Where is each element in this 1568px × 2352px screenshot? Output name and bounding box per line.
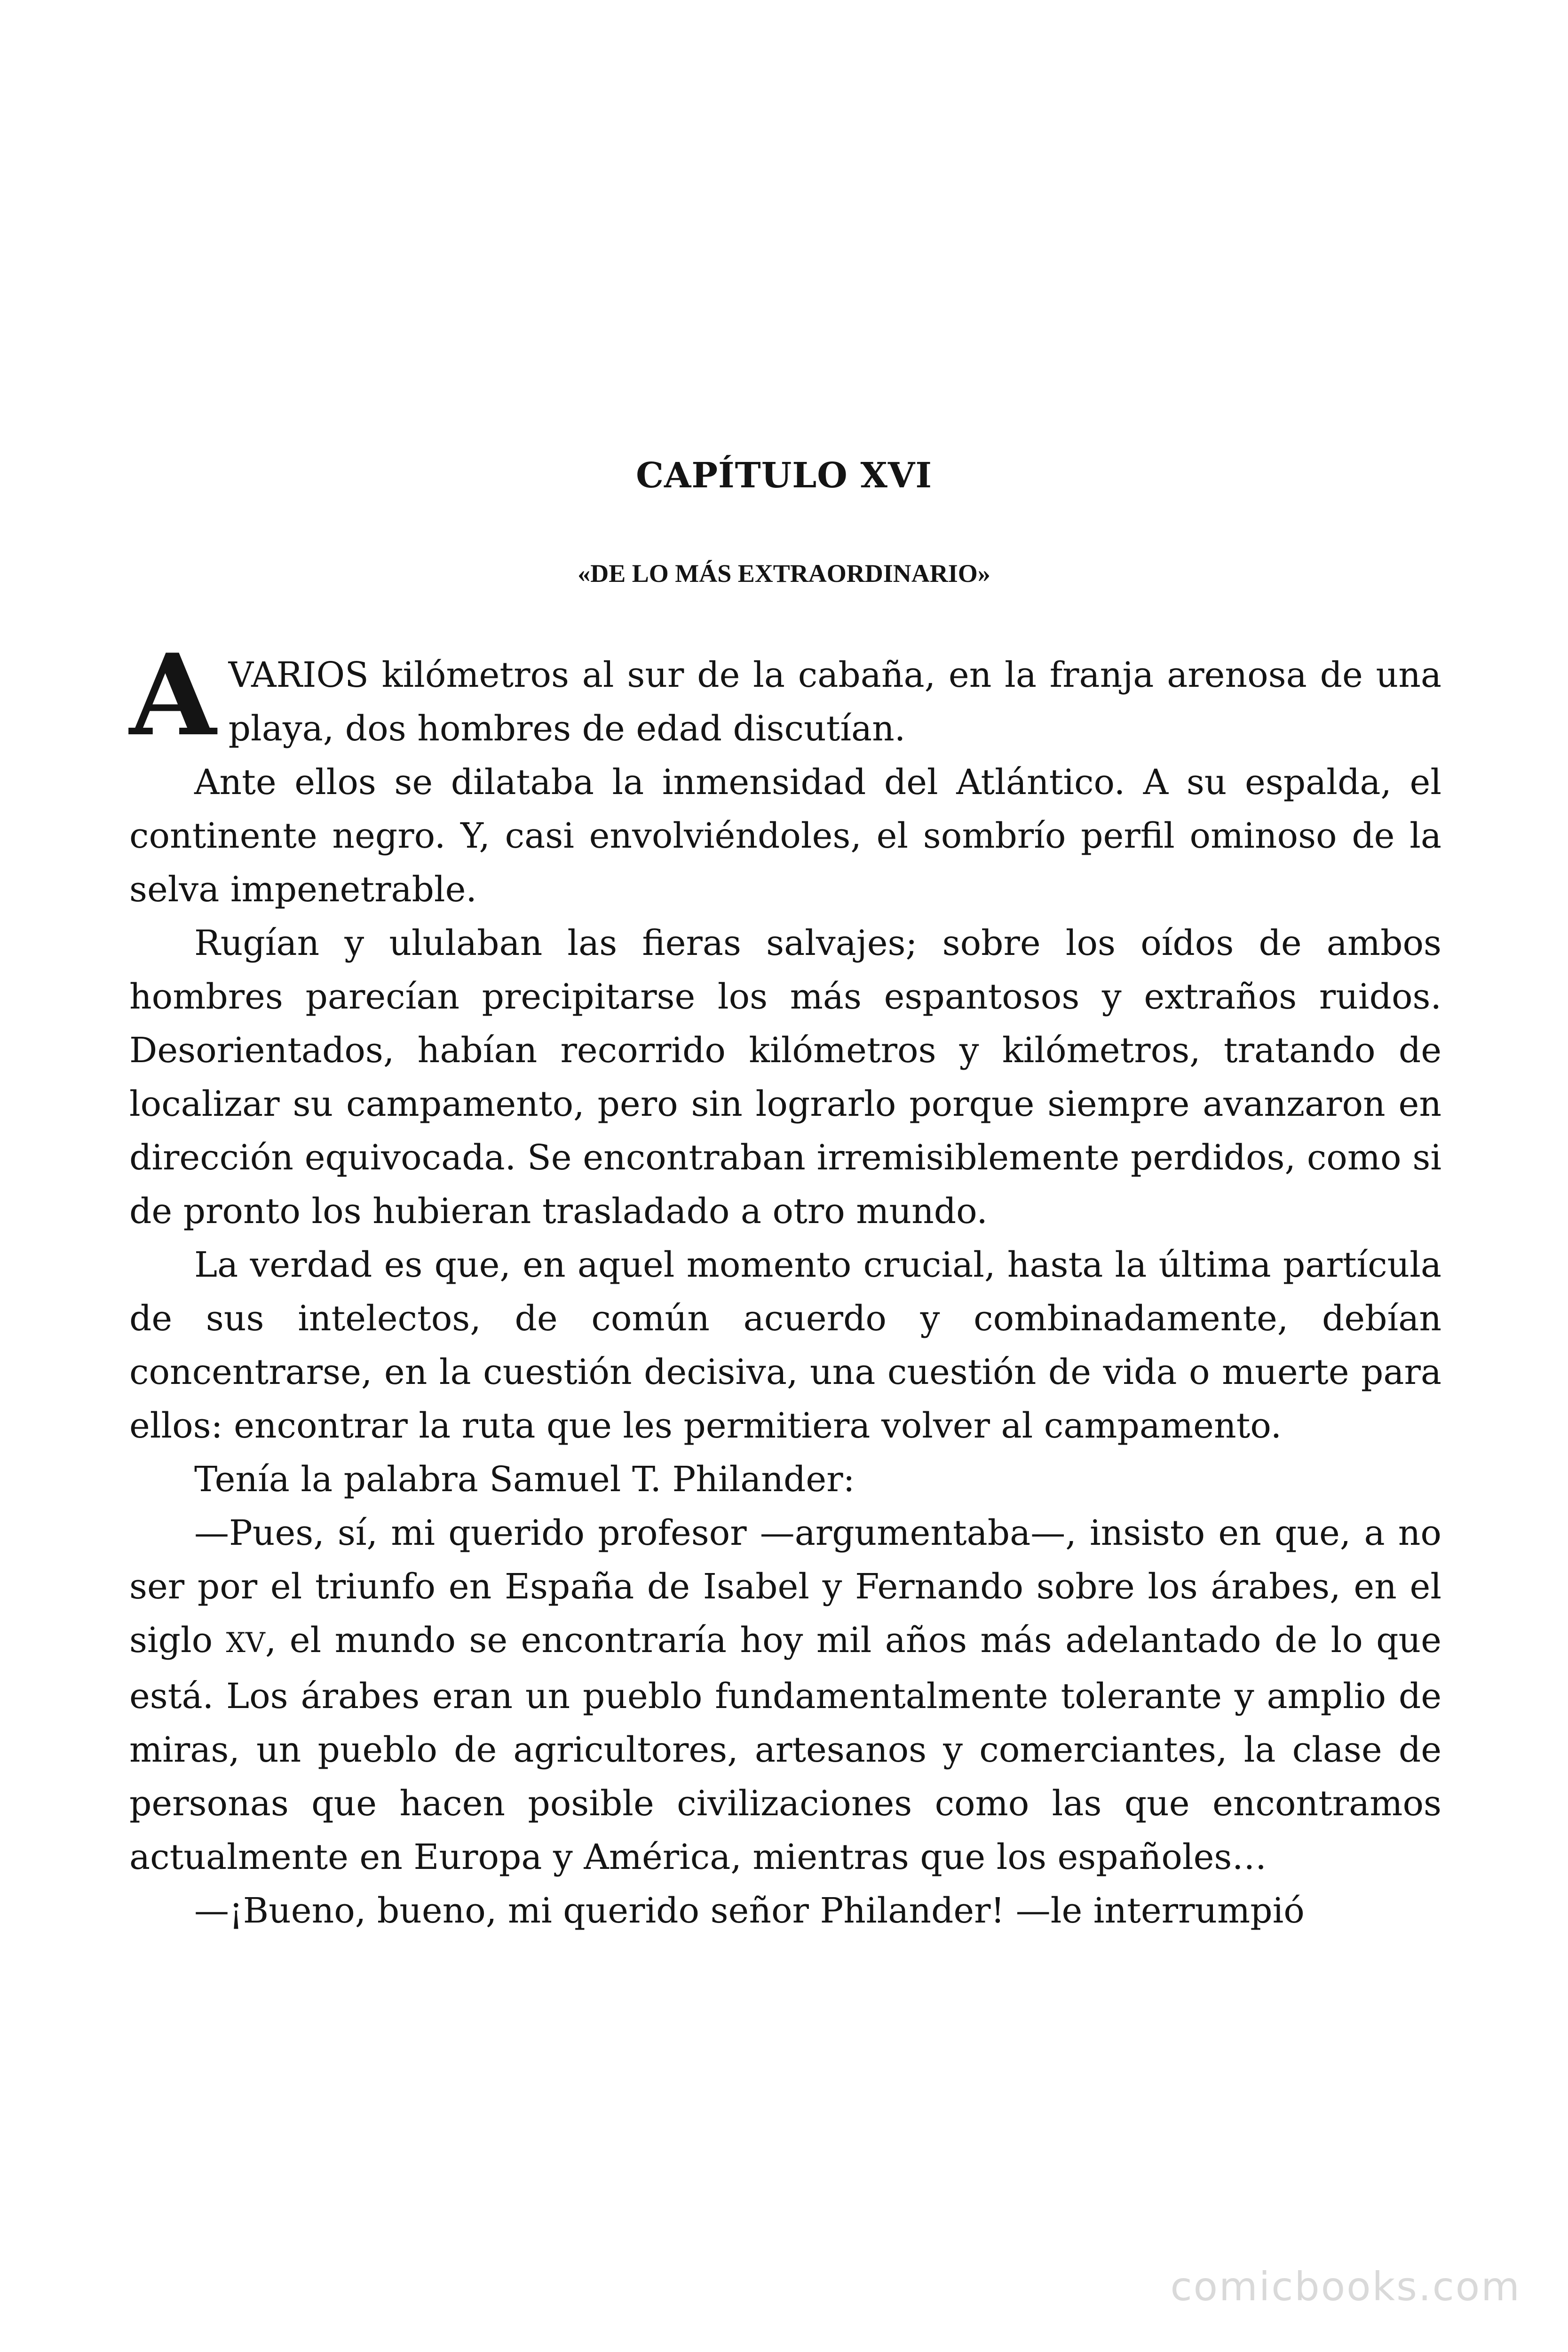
chapter-subtitle: «DE LO MÁS EXTRAORDINARIO»	[578, 559, 990, 588]
paragraph-4: La verdad es que, en aquel momento crucial, hasta la última partícula de sus intelectos, de común acuerdo y combinadamente, debían concentrarse, en la cuestión decisiva, una cuestión de vida o muerte para ellos: encontrar la ruta que les permitiera volver al campamento.	[129, 1245, 1441, 1446]
paragraph-6-text-b: , el mundo se encontraría hoy mil años más adelantado de lo que está. Los árabes eran un pueblo fundamentalmente tolerante y amplio de miras, un pueblo de agricultores, artesanos y comerciantes, la clase de personas que hacen posible civilizaciones como las que encontramos actualmente en Europa y América, mientras que los españoles…	[129, 1620, 1441, 1877]
chapter-body	[129, 630, 1441, 1938]
paragraph-1-text: VARIOS kilómetros al sur de la cabaña, en la franja arenosa de una playa, dos hombres de edad discutían.	[228, 655, 1441, 749]
paragraph-2: Ante ellos se dilataba la inmensidad del Atlántico. A su espalda, el continente negro. Y, casi envolviéndoles, el sombrío perfil ominoso de la selva impenetrable.	[129, 762, 1441, 910]
paragraph-6-text-a: —Pues, sí, mi querido profesor —argumentaba—, insisto en que, a no ser por el triunfo en España de Isabel y Fernando sobre los árabes, en el siglo	[129, 1513, 1441, 1661]
paragraph-1	[129, 630, 1441, 761]
paragraph-3: Rugían y ululaban las fieras salvajes; sobre los oídos de ambos hombres parecían precipitarse los más espantosos y extraños ruidos. Desorientados, habían recorrido kilómetros y kilómetros, tratando de localizar su campamento, pero sin lograrlo porque siempre avanzaron en dirección equivocada. Se encontraban irremisiblemente perdidos, como si de pronto los hubieran trasladado a otro mundo.	[129, 923, 1441, 1232]
drop-cap: A	[129, 630, 216, 761]
paragraph-6	[129, 1506, 1441, 1884]
paragraph-7: —¡Bueno, bueno, mi querido señor Philander! —le interrumpió	[194, 1891, 1305, 1931]
paragraph-5: Tenía la palabra Samuel T. Philander:	[194, 1459, 855, 1500]
watermark: comicbooks.com	[1170, 2264, 1521, 2310]
chapter-title: CAPÍTULO XVI	[636, 455, 932, 496]
century-numeral: XV	[226, 1627, 265, 1659]
